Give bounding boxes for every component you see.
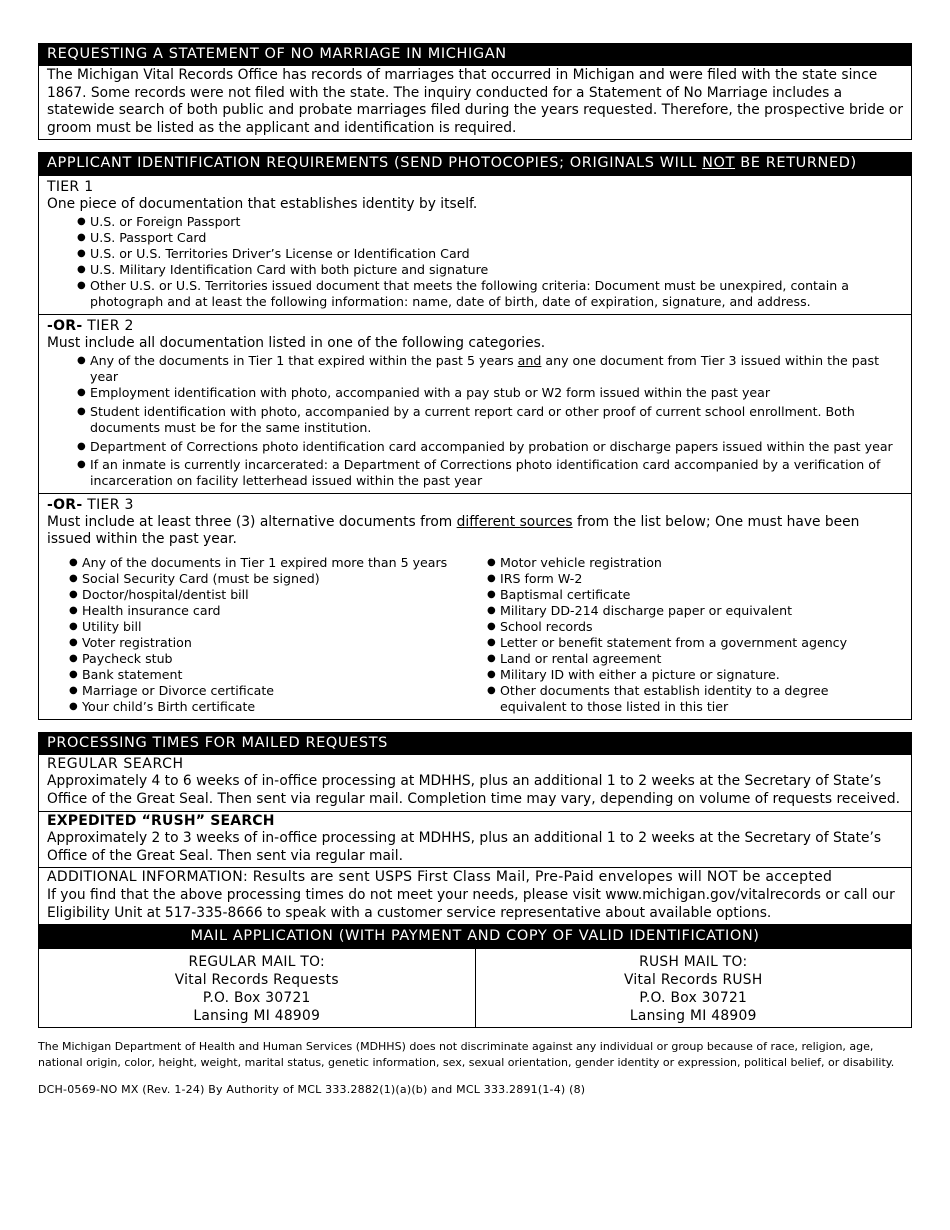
id-requirements-header (39, 153, 911, 175)
regular-mail-address (39, 949, 475, 1027)
regular-search-title: REGULAR SEARCH (47, 755, 184, 772)
rush-search-title: EXPEDITED “RUSH” SEARCH (47, 812, 275, 829)
rush-mail-line1: Vital Records RUSH (623, 972, 763, 989)
tier1-section (39, 175, 911, 314)
rush-mail-address (475, 949, 912, 1027)
tier2-title-text: TIER 2 (87, 317, 134, 334)
tier1-title: TIER 1 (47, 179, 94, 196)
regular-mail-line2: P.O. Box 30721 (202, 990, 311, 1007)
tier3-title (47, 496, 903, 514)
list-item: ● U.S. Military Identification Card with both picture and signature (77, 262, 903, 278)
tier1-intro: One piece of documentation that establishes identity by itself. (47, 196, 478, 213)
list-item: ● Student identification with photo, accompanied by a current report card or other proof of current school enrollment. Both documents must be for the same institution. (77, 404, 903, 436)
list-item: ● Doctor/hospital/dentist bill (69, 587, 481, 603)
intro-text: The Michigan Vital Records Office has records of marriages that occurred in Michigan and were filed with the state since 1867. Some records were not filed with the state. The inquiry conducted for a Statement of No Marriage includes a statewide search of both public and probate marriages filed during the years requested. Therefore, the prospective bride or groom must be listed as the applicant and identification is required. (47, 67, 903, 136)
list-item: ● Employment identification with photo, accompanied with a pay stub or W2 form issued within the past year (77, 385, 903, 401)
list-item: ● Utility bill (69, 619, 481, 635)
tier3-left-list (47, 555, 481, 715)
list-item: ● Military DD-214 discharge paper or equivalent (487, 603, 899, 619)
id-requirements-section (38, 152, 912, 719)
regular-mail-line1: Vital Records Requests (174, 972, 339, 989)
list-item: ● U.S. Passport Card (77, 230, 903, 246)
list-item: ● U.S. or Foreign Passport (77, 214, 903, 230)
tier2-item1-pre: Any of the documents in Tier 1 that expired within the past 5 years (90, 352, 518, 368)
list-item: ● Other U.S. or U.S. Territories issued document that meets the following criteria: Document must be unexpired, contain a photograph and at least the following information: name, date of birth, date of expiration, signature, and address. (77, 278, 903, 310)
id-header-emph: NOT (702, 155, 736, 172)
processing-header: PROCESSING TIMES FOR MAILED REQUESTS (39, 733, 911, 755)
list-item: ● Baptismal certificate (487, 587, 899, 603)
rush-mail-line2: P.O. Box 30721 (639, 990, 748, 1007)
list-item: ● Your child’s Birth certificate (69, 699, 481, 715)
tier3-or-label: -OR- (47, 496, 83, 513)
mail-addresses (39, 949, 911, 1027)
list-item: ● Land or rental agreement (487, 651, 899, 667)
tier3-intro-pre: Must include at least three (3) alternative documents from (47, 513, 457, 530)
tier2-item1-emph: and (517, 352, 542, 368)
nondiscrimination-statement: The Michigan Department of Health and Human Services (MDHHS) does not discriminate against any individual or group because of race, religion, age, national origin, color, height, weight, marital status, genetic information, sex, sexual orientation, gender identity or expression, political belief, or disability. (38, 1040, 895, 1070)
id-header-pre: APPLICANT IDENTIFICATION REQUIREMENTS (SEND PHOTOCOPIES; ORIGINALS WILL (47, 155, 703, 172)
processing-section (38, 732, 912, 1028)
intro-header: REQUESTING A STATEMENT OF NO MARRIAGE IN MICHIGAN (39, 44, 911, 66)
regular-search-text: Approximately 4 to 6 weeks of in-office processing at MDHHS, plus an additional 1 to 2 weeks at the Secretary of State’s Office of the Great Seal. Then sent via regular mail. Completion time may vary, depending on volume of requests received. (47, 773, 901, 807)
list-item: ● School records (487, 619, 899, 635)
list-item: ● Marriage or Divorce certificate (69, 683, 481, 699)
rush-search-text: Approximately 2 to 3 weeks of in-office processing at MDHHS, plus an additional 1 to 2 weeks at the Secretary of State’s Office of the Great Seal. Then sent via regular mail. (47, 830, 882, 864)
tier2-list (47, 353, 903, 489)
tier3-right-list (481, 555, 899, 715)
tier2-item1-post: any one document from Tier 3 issued within the past year (90, 352, 880, 384)
list-item: ● Bank statement (69, 667, 481, 683)
tier3-columns (47, 555, 903, 715)
tier3-title-text: TIER 3 (87, 496, 134, 513)
regular-search-block (39, 755, 911, 811)
list-item (77, 353, 903, 385)
tier2-title (47, 317, 903, 335)
list-item: ● Military ID with either a picture or signature. (487, 667, 899, 683)
rush-mail-title: RUSH MAIL TO: (639, 954, 748, 971)
form-page (38, 43, 912, 1096)
tier3-intro-emph: different sources (456, 513, 573, 530)
tier3-intro (47, 514, 903, 549)
list-item: ● Department of Corrections photo identification card accompanied by probation or discharge papers issued within the past year (77, 439, 903, 455)
list-item: ● Letter or benefit statement from a government agency (487, 635, 899, 651)
tier3-section (39, 493, 911, 719)
list-item: ● Social Security Card (must be signed) (69, 571, 481, 587)
list-item: ● Other documents that establish identity to a degree equivalent to those listed in this tier (487, 683, 899, 715)
list-item: ● Paycheck stub (69, 651, 481, 667)
list-item: ● Any of the documents in Tier 1 expired more than 5 years (69, 555, 481, 571)
additional-info-text: If you find that the above processing times do not meet your needs, please visit www.michigan.gov/vitalrecords or call our Eligibility Unit at 517-335-8666 to speak with a customer service representative about available options. (47, 886, 895, 921)
regular-mail-line3: Lansing MI 48909 (193, 1008, 321, 1025)
list-item: ● Motor vehicle registration (487, 555, 899, 571)
additional-info-block (39, 867, 911, 924)
list-item: ● U.S. or U.S. Territories Driver’s License or Identification Card (77, 246, 903, 262)
tier1-list (47, 214, 903, 310)
rush-mail-line3: Lansing MI 48909 (629, 1008, 757, 1025)
list-item: ● Voter registration (69, 635, 481, 651)
id-header-post: BE RETURNED) (735, 155, 857, 172)
tier2-intro: Must include all documentation listed in one of the following categories. (47, 334, 546, 351)
form-id: DCH-0569-NO MX (Rev. 1-24) By Authority of MCL 333.2882(1)(a)(b) and MCL 333.2891(1-4) (8) (38, 1083, 586, 1097)
additional-info-title: ADDITIONAL INFORMATION: Results are sent USPS First Class Mail, Pre-Paid envelopes will NOT be accepted (47, 869, 833, 886)
list-item: ● If an inmate is currently incarcerated: a Department of Corrections photo identification card accompanied by a verification of incarceration on facility letterhead issued within the past year (77, 457, 903, 489)
list-item: ● Health insurance card (69, 603, 481, 619)
tier2-section (39, 314, 911, 493)
tier3-intro-post: from the list below; One must have been issued within the past year. (47, 513, 860, 548)
rush-search-block (39, 811, 911, 868)
regular-mail-title: REGULAR MAIL TO: (188, 954, 325, 971)
intro-section (38, 43, 912, 140)
list-item: ● IRS form W-2 (487, 571, 899, 587)
mail-header: MAIL APPLICATION (WITH PAYMENT AND COPY OF VALID IDENTIFICATION) (39, 924, 911, 949)
tier2-or-label: -OR- (47, 317, 83, 334)
